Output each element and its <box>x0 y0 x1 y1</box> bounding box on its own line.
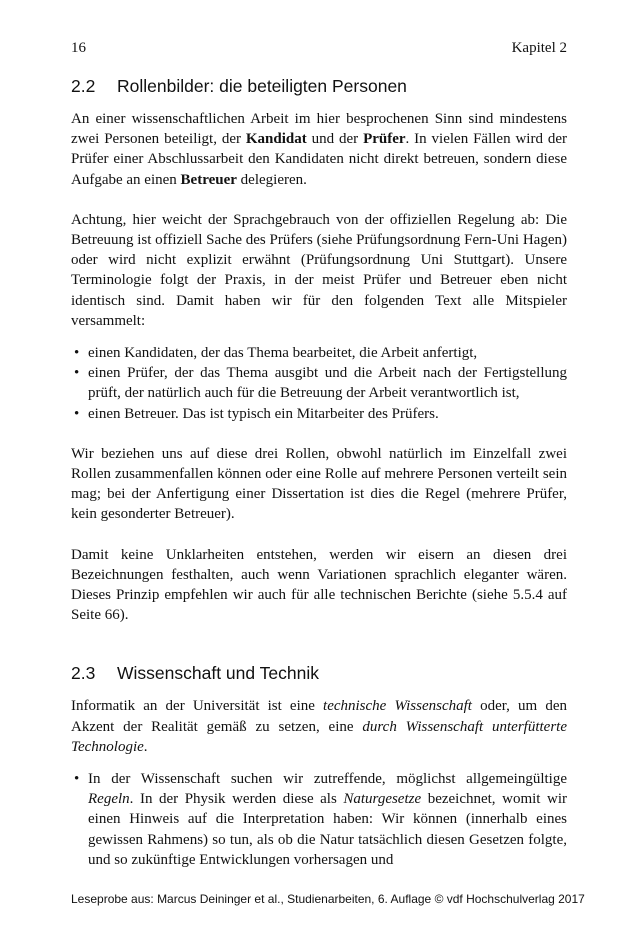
list-item <box>74 769 567 870</box>
text-run: und der <box>306 131 364 148</box>
chapter-label: Kapitel 2 <box>511 40 567 56</box>
text-run: Informatik an der Universität ist eine <box>71 698 324 715</box>
paragraph <box>71 696 567 757</box>
list-item-text: einen Betreuer. Das ist typisch ein Mitarbeiter des Prüfers. <box>88 405 439 422</box>
list-item <box>74 343 567 363</box>
text-run: bezeichnet, womit wir einen Hinweis auf die Interpretation haben: Wir können (innerhalb eines gewissen Rahmens) so tun, als ob die Natur tatsächlich diesen Gesetzen folgte, und so zukünftige Entwicklungen vorhersagen und <box>88 791 567 868</box>
paragraph: Wir beziehen uns auf diese drei Rollen, obwohl natürlich im Einzelfall zwei Rollen zusammenfallen können oder eine Rolle auf mehrere Personen verteilt sein mag; bei der Anfertigung einer Dissertation ist dies die Regel (mehrere Prüfer, kein gesonderter Betreuer). <box>71 445 567 523</box>
section-heading-2-2 <box>71 75 567 97</box>
term-technologie: durch Wissenschaft unterfütterte Technologie <box>71 718 568 755</box>
term-pruefer: Prüfer <box>363 131 406 148</box>
list-item-text: einen Prüfer, der das Thema ausgibt und die Arbeit nach der Fertigstellung prüft, der natürlich auch für die Betreuung der Arbeit verantwortlich ist, <box>88 365 567 402</box>
list-item <box>74 404 567 424</box>
list-item-text: einen Kandidaten, der das Thema bearbeitet, die Arbeit anfertigt, <box>88 345 478 362</box>
term-betreuer: Betreuer <box>180 171 237 188</box>
document-page <box>71 30 567 870</box>
text-run: . In der Physik werden diese als <box>129 791 344 808</box>
page-number: 16 <box>71 40 86 56</box>
bullet-icon: • <box>74 365 80 382</box>
bullet-icon: • <box>74 345 80 362</box>
footer-credit: Leseprobe aus: Marcus Deininger et al., Studienarbeiten, 6. Auflage © vdf Hochschulverlag 2017 <box>71 892 585 906</box>
text-run: An einer wissenschaftlichen Arbeit im hier besprochenen Sinn sind mindestens zwei Personen beteiligt, der <box>71 111 567 148</box>
bullet-list <box>71 343 567 424</box>
text-run: oder, um den Akzent der Realität gemäß zu setzen, eine <box>71 698 567 735</box>
bullet-icon: • <box>74 771 80 788</box>
running-head <box>71 30 567 56</box>
text-run: In der Wissenschaft suchen wir zutreffende, möglichst allgemeingültige <box>88 771 567 788</box>
list-item <box>74 363 567 403</box>
section-heading-2-3 <box>71 662 567 684</box>
paragraph: Achtung, hier weicht der Sprachgebrauch von der offiziellen Regelung ab: Die Betreuung ist offiziell Sache des Prüfers (siehe Prüfungsordnung Fern-Uni Hagen) oder wird nicht explizit erwähnt (Prüfungsordnung Uni Stuttgart). Unsere Terminologie folgt der Praxis, in der meist Prüfer und Betreuer eben nicht identisch sind. Damit haben wir für den folgenden Text alle Mitspieler versammelt: <box>71 211 567 329</box>
paragraph: Damit keine Unklarheiten entstehen, werden wir eisern an diesen drei Bezeichnungen festhalten, auch wenn Variationen sprachlich eleganter wären. Dieses Prinzip empfehlen wir auch für alle technischen Berichte (siehe 5.5.4 auf Seite 66). <box>71 546 567 624</box>
section-title: Rollenbilder: die beteiligten Personen <box>117 76 407 96</box>
term-technische-wissenschaft: technische Wissenschaft <box>323 698 472 715</box>
section-number: 2.2 <box>71 76 96 96</box>
section-title: Wissenschaft und Technik <box>117 663 320 684</box>
section-number: 2.3 <box>71 663 96 684</box>
term-naturgesetze: Naturgesetze <box>343 791 422 808</box>
bullet-icon: • <box>74 405 80 422</box>
bullet-list <box>71 769 567 870</box>
text-run: delegieren. <box>236 171 307 188</box>
text-run: . <box>143 738 148 755</box>
paragraph <box>71 109 567 190</box>
term-kandidat: Kandidat <box>245 131 307 148</box>
text-run: . In vielen Fällen wird der Prüfer einer Abschlussarbeit den Kandidaten nicht direkt betreuen, sondern diese Aufgabe an einen <box>71 131 567 188</box>
term-regeln: Regeln <box>88 791 130 808</box>
